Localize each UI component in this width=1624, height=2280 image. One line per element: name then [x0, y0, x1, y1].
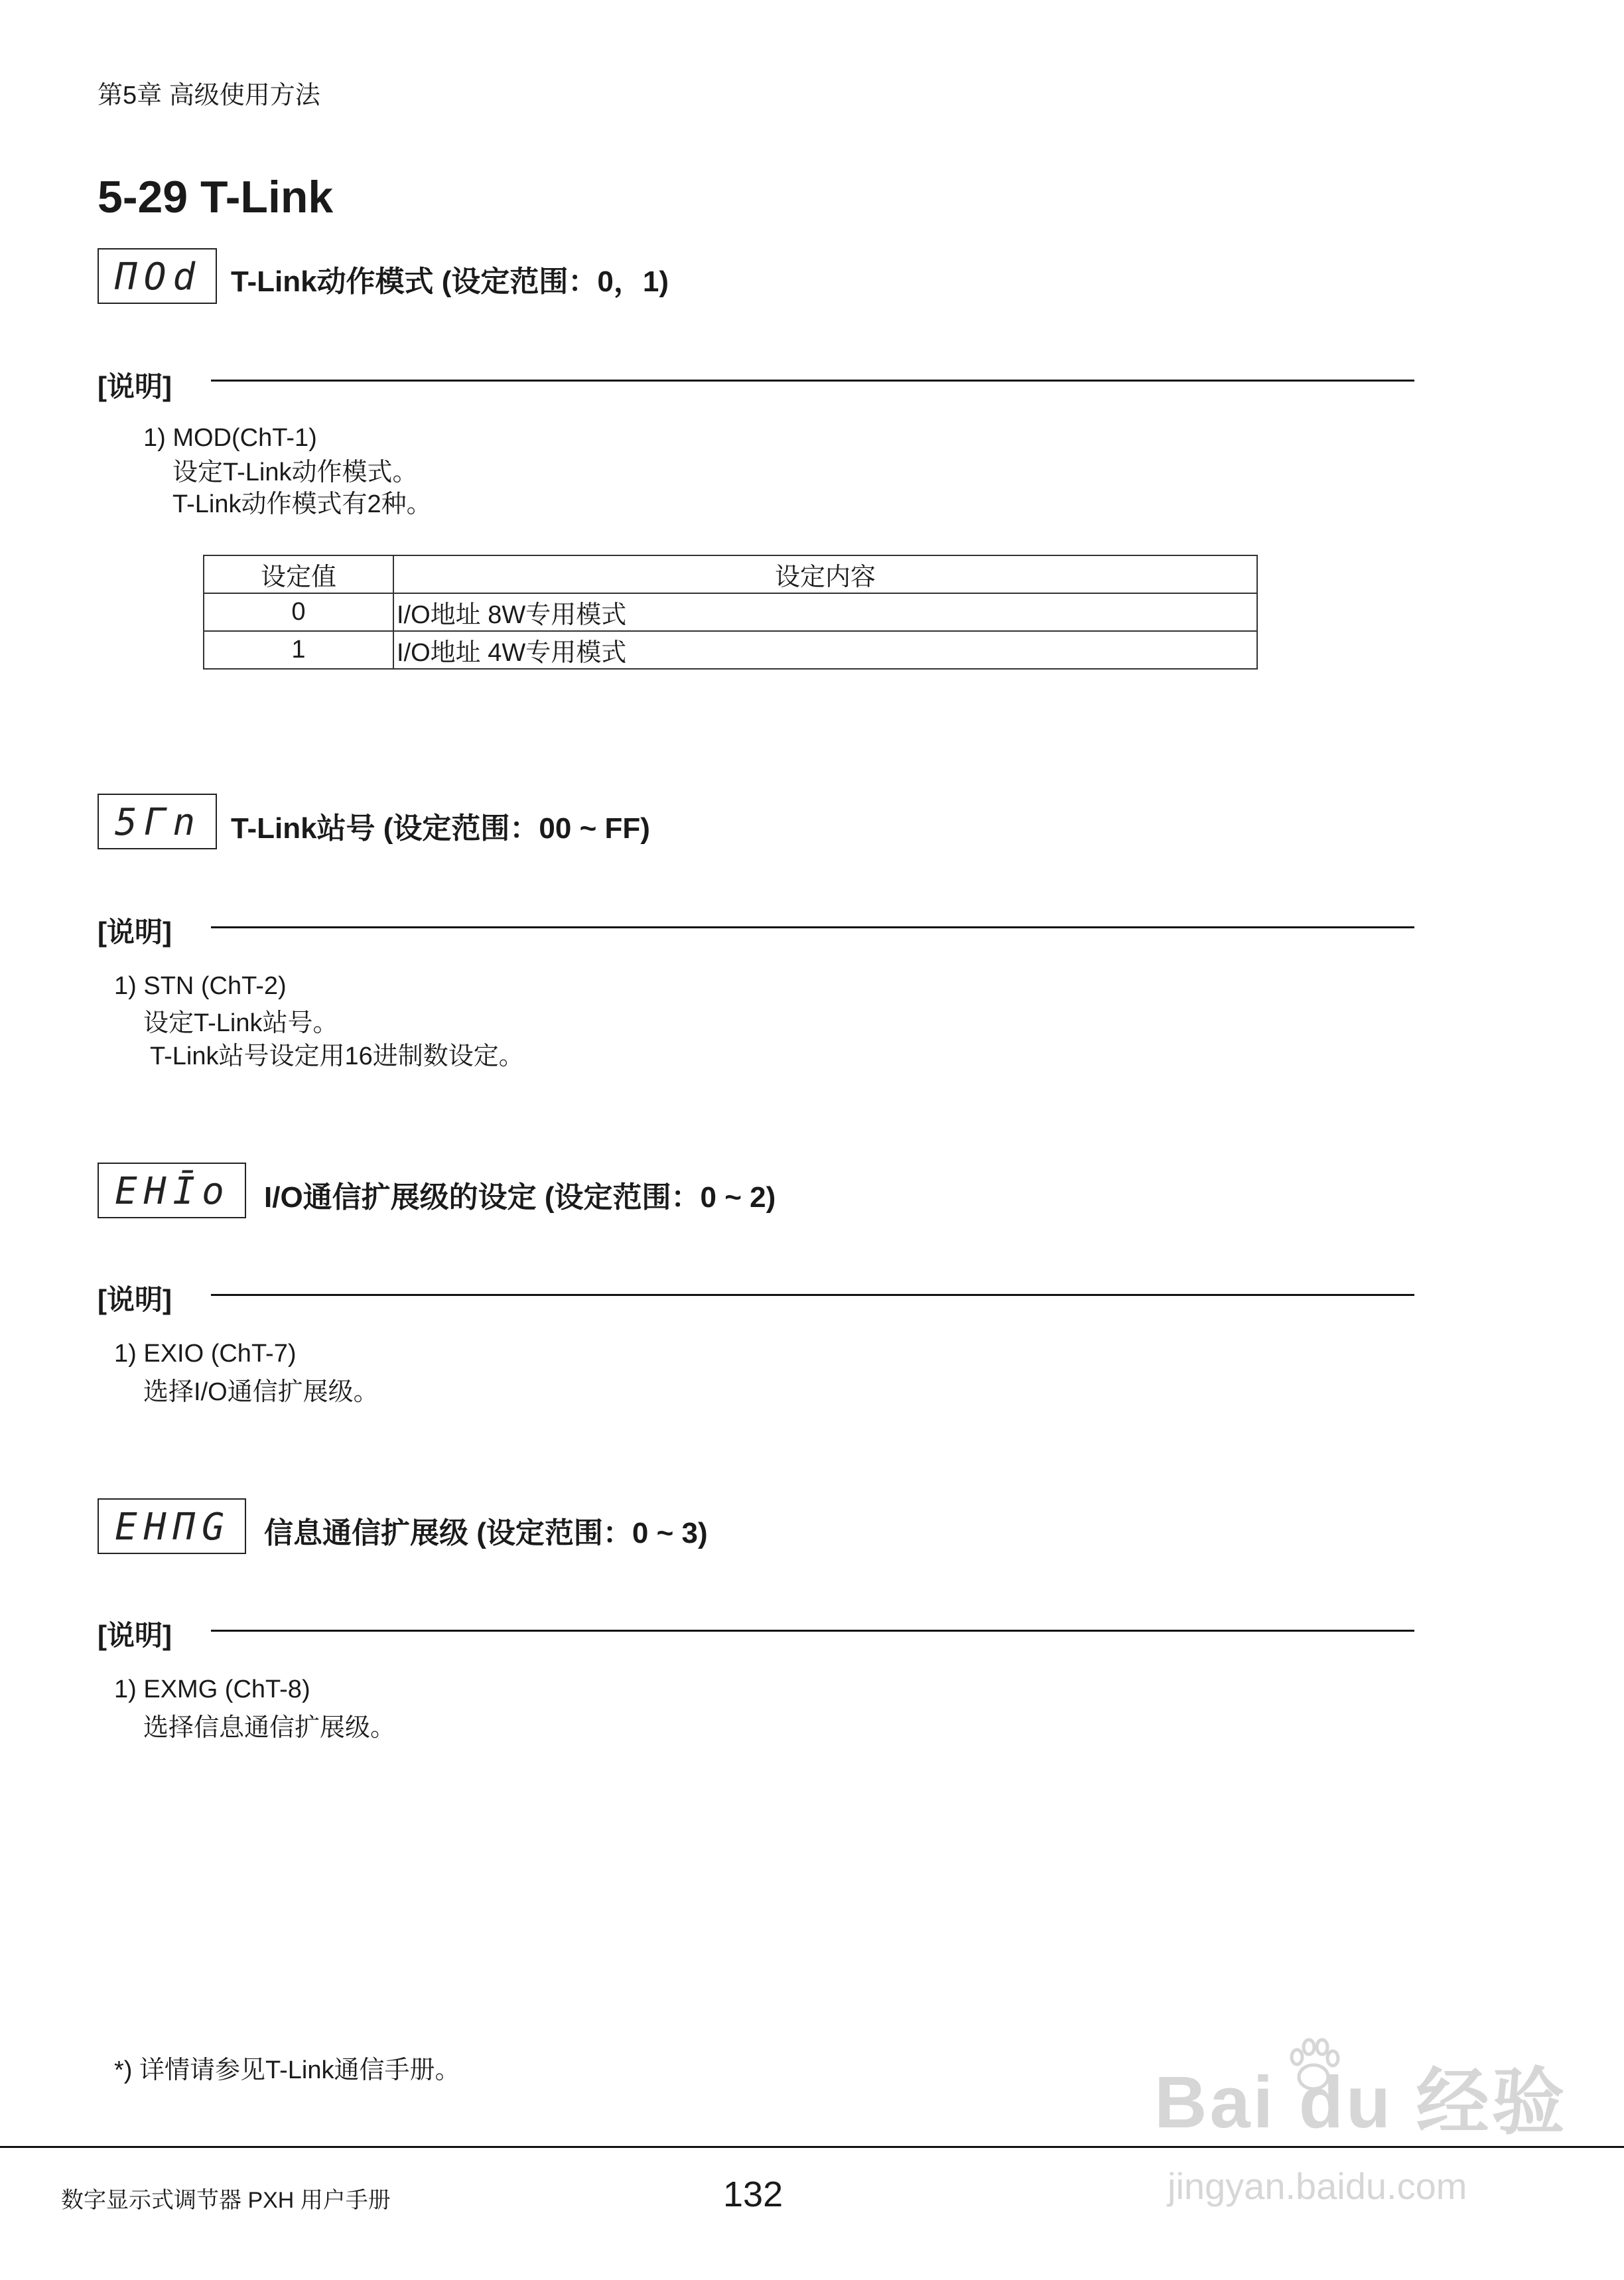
item-text: 设定T-Link站号。 — [143, 1009, 338, 1037]
item-text: T-Link站号设定用16进制数设定。 — [150, 1042, 524, 1070]
section-title: 5-29 T-Link — [98, 172, 334, 222]
table-header-content: 设定内容 — [393, 555, 1257, 593]
param-title-exio: I/O通信扩展级的设定 (设定范围：0 ~ 2) — [264, 1181, 776, 1214]
explain-label: [说明] — [98, 371, 172, 402]
explain-label: [说明] — [98, 1620, 172, 1651]
item-heading: 1) MOD(ChT-1) — [143, 424, 317, 452]
table-cell-value: 0 — [204, 593, 393, 631]
footer-manual-title: 数字显示式调节器 PXH 用户手册 — [61, 2188, 391, 2213]
page-number: 132 — [723, 2174, 783, 2214]
item-text: 设定T-Link动作模式。 — [172, 459, 418, 486]
table-header-row — [204, 555, 1257, 593]
table-header-value: 设定值 — [204, 555, 393, 593]
divider-line — [211, 1630, 1414, 1632]
table-row — [204, 593, 1257, 631]
item-heading: 1) EXIO (ChT-7) — [114, 1340, 297, 1368]
footnote: *) 详情请参见T-Link通信手册。 — [114, 2056, 460, 2084]
item-heading: 1) STN (ChT-2) — [114, 972, 287, 1000]
watermark-logo: Bai du 经验 — [1154, 2062, 1568, 2143]
item-text: 选择信息通信扩展级。 — [143, 1714, 396, 1742]
lcd-display-exio: EHĪo — [98, 1163, 246, 1218]
lcd-display-exmg: EHΠG — [98, 1498, 246, 1554]
param-title-stn: T-Link站号 (设定范围：00 ~ FF) — [231, 812, 650, 845]
divider-line — [211, 380, 1414, 382]
divider-line — [211, 926, 1414, 928]
explain-label: [说明] — [98, 1284, 172, 1315]
param-title-exmg: 信息通信扩展级 (设定范围：0 ~ 3) — [264, 1517, 708, 1549]
table-cell-content: I/O地址 4W专用模式 — [393, 631, 1257, 669]
table-cell-value: 1 — [204, 631, 393, 669]
table-row — [204, 631, 1257, 669]
chapter-header: 第5章 高级使用方法 — [98, 82, 320, 109]
lcd-display-stn: 5Γn — [98, 794, 217, 849]
explain-label: [说明] — [98, 916, 172, 948]
mode-table — [203, 555, 1258, 670]
item-heading: 1) EXMG (ChT-8) — [114, 1675, 310, 1703]
item-text: T-Link动作模式有2种。 — [172, 490, 432, 518]
table-cell-content: I/O地址 8W专用模式 — [393, 593, 1257, 631]
paw-icon — [1284, 2037, 1343, 2097]
param-title-mod: T-Link动作模式 (设定范围：0，1) — [231, 265, 669, 298]
item-text: 选择I/O通信扩展级。 — [143, 1378, 379, 1406]
divider-line — [211, 1294, 1414, 1296]
watermark-url: jingyan.baidu.com — [1168, 2165, 1467, 2207]
lcd-display-mod: ΠOd — [98, 248, 217, 304]
